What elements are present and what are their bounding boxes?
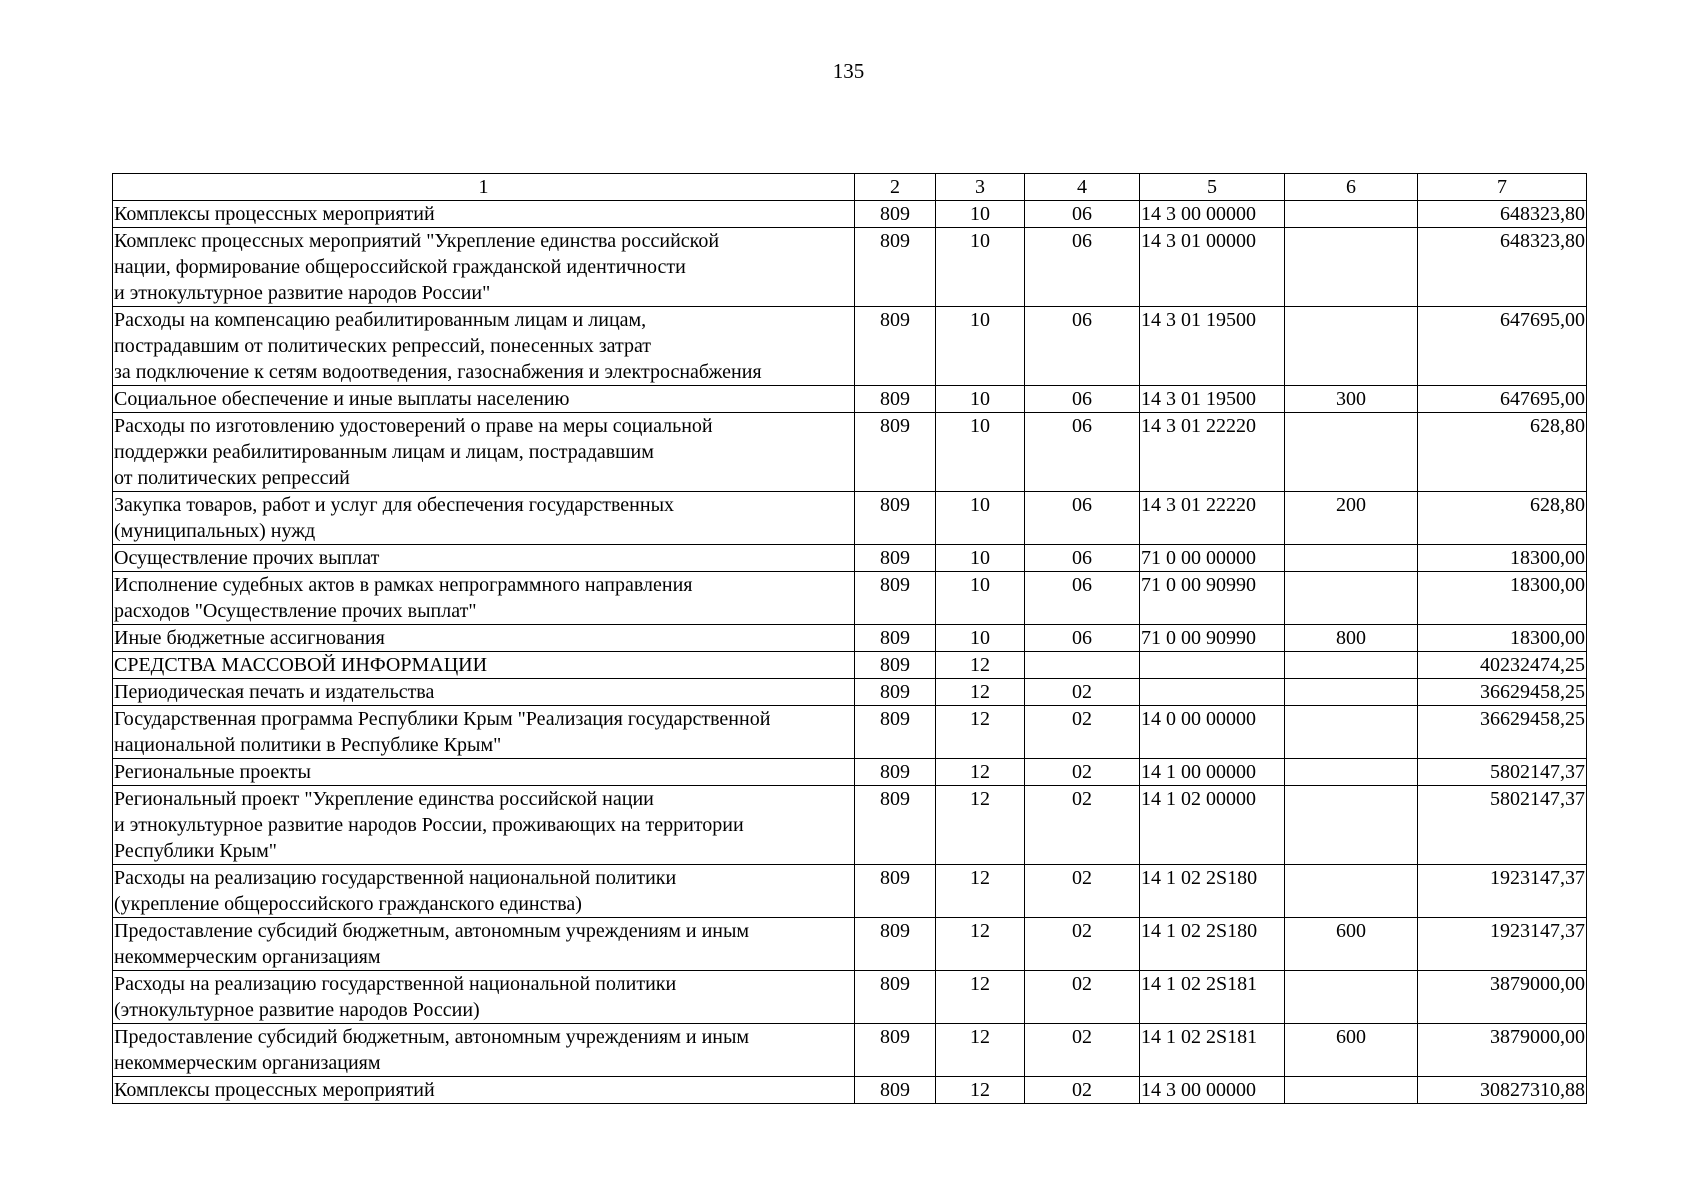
row-description: Комплексы процессных мероприятий xyxy=(113,1077,855,1104)
row-description: Комплекс процессных мероприятий "Укрепление единства российской нации, формирование общероссийской гражданской идентичности и этнокультурное развитие народов России" xyxy=(113,228,855,307)
amount: 647695,00 xyxy=(1418,386,1587,413)
target-article-code: 14 1 02 2S180 xyxy=(1140,865,1285,918)
table-header-row xyxy=(113,174,1587,201)
section-code: 10 xyxy=(936,413,1025,492)
target-article-code: 14 1 02 2S180 xyxy=(1140,918,1285,971)
table-row xyxy=(113,1077,1587,1104)
amount: 18300,00 xyxy=(1418,545,1587,572)
ministry-code: 809 xyxy=(855,706,936,759)
amount: 18300,00 xyxy=(1418,572,1587,625)
expense-type-code: 600 xyxy=(1285,918,1418,971)
section-code: 12 xyxy=(936,679,1025,706)
ministry-code: 809 xyxy=(855,971,936,1024)
expense-type-code xyxy=(1285,759,1418,786)
expense-type-code xyxy=(1285,786,1418,865)
row-description: Периодическая печать и издательства xyxy=(113,679,855,706)
ministry-code: 809 xyxy=(855,492,936,545)
target-article-code: 71 0 00 90990 xyxy=(1140,572,1285,625)
target-article-code: 14 3 01 00000 xyxy=(1140,228,1285,307)
row-description: Региональные проекты xyxy=(113,759,855,786)
subsection-code: 06 xyxy=(1025,228,1140,307)
table-row xyxy=(113,625,1587,652)
expense-type-code xyxy=(1285,545,1418,572)
section-code: 12 xyxy=(936,786,1025,865)
target-article-code: 71 0 00 00000 xyxy=(1140,545,1285,572)
target-article-code: 14 3 01 22220 xyxy=(1140,413,1285,492)
section-code: 10 xyxy=(936,572,1025,625)
subsection-code: 06 xyxy=(1025,413,1140,492)
table-row xyxy=(113,201,1587,228)
row-description: Комплексы процессных мероприятий xyxy=(113,201,855,228)
ministry-code: 809 xyxy=(855,625,936,652)
amount: 648323,80 xyxy=(1418,201,1587,228)
table-row xyxy=(113,918,1587,971)
section-code: 12 xyxy=(936,1024,1025,1077)
row-description: Закупка товаров, работ и услуг для обеспечения государственных (муниципальных) нужд xyxy=(113,492,855,545)
ministry-code: 809 xyxy=(855,759,936,786)
table-row xyxy=(113,759,1587,786)
expense-type-code xyxy=(1285,413,1418,492)
target-article-code: 14 1 00 00000 xyxy=(1140,759,1285,786)
ministry-code: 809 xyxy=(855,679,936,706)
expense-type-code xyxy=(1285,572,1418,625)
ministry-code: 809 xyxy=(855,545,936,572)
column-header: 7 xyxy=(1418,174,1587,201)
target-article-code: 14 1 02 00000 xyxy=(1140,786,1285,865)
row-description: Исполнение судебных актов в рамках непрограммного направления расходов "Осуществление прочих выплат" xyxy=(113,572,855,625)
section-code: 10 xyxy=(936,201,1025,228)
row-description: Региональный проект "Укрепление единства российской нации и этнокультурное развитие народов России, проживающих на территории Республики Крым" xyxy=(113,786,855,865)
subsection-code: 02 xyxy=(1025,679,1140,706)
column-header: 3 xyxy=(936,174,1025,201)
ministry-code: 809 xyxy=(855,572,936,625)
amount: 30827310,88 xyxy=(1418,1077,1587,1104)
expense-type-code: 300 xyxy=(1285,386,1418,413)
row-description: Расходы по изготовлению удостоверений о праве на меры социальной поддержки реабилитированным лицам и лицам, пострадавшим от политических репрессий xyxy=(113,413,855,492)
table-row xyxy=(113,1024,1587,1077)
table-row xyxy=(113,572,1587,625)
target-article-code: 14 1 02 2S181 xyxy=(1140,1024,1285,1077)
ministry-code: 809 xyxy=(855,228,936,307)
page-number: 135 xyxy=(832,59,865,83)
subsection-code: 06 xyxy=(1025,572,1140,625)
target-article-code: 14 3 01 19500 xyxy=(1140,386,1285,413)
table-row xyxy=(113,706,1587,759)
budget-table xyxy=(112,173,1587,1104)
target-article-code: 14 1 02 2S181 xyxy=(1140,971,1285,1024)
column-header: 1 xyxy=(113,174,855,201)
table-row xyxy=(113,545,1587,572)
section-code: 10 xyxy=(936,545,1025,572)
column-header: 2 xyxy=(855,174,936,201)
subsection-code: 06 xyxy=(1025,492,1140,545)
amount: 18300,00 xyxy=(1418,625,1587,652)
section-code: 10 xyxy=(936,625,1025,652)
subsection-code: 02 xyxy=(1025,786,1140,865)
target-article-code: 14 0 00 00000 xyxy=(1140,706,1285,759)
expense-type-code: 200 xyxy=(1285,492,1418,545)
expense-type-code xyxy=(1285,201,1418,228)
section-code: 12 xyxy=(936,652,1025,679)
subsection-code: 02 xyxy=(1025,971,1140,1024)
subsection-code: 02 xyxy=(1025,1077,1140,1104)
amount: 647695,00 xyxy=(1418,307,1587,386)
amount: 628,80 xyxy=(1418,492,1587,545)
row-description: Предоставление субсидий бюджетным, автономным учреждениям и иным некоммерческим организациям xyxy=(113,1024,855,1077)
table-body xyxy=(113,201,1587,1104)
amount: 36629458,25 xyxy=(1418,679,1587,706)
expense-type-code: 800 xyxy=(1285,625,1418,652)
row-description: Иные бюджетные ассигнования xyxy=(113,625,855,652)
expense-type-code xyxy=(1285,706,1418,759)
table-row xyxy=(113,865,1587,918)
row-description: Расходы на реализацию государственной национальной политики (этнокультурное развитие народов России) xyxy=(113,971,855,1024)
subsection-code: 06 xyxy=(1025,307,1140,386)
row-description: Расходы на компенсацию реабилитированным лицам и лицам, пострадавшим от политических репрессий, понесенных затрат за подключение к сетям водоотведения, газоснабжения и электроснабжения xyxy=(113,307,855,386)
section-code: 12 xyxy=(936,971,1025,1024)
target-article-code: 14 3 01 19500 xyxy=(1140,307,1285,386)
row-description: Социальное обеспечение и иные выплаты населению xyxy=(113,386,855,413)
amount: 3879000,00 xyxy=(1418,971,1587,1024)
column-header: 6 xyxy=(1285,174,1418,201)
amount: 648323,80 xyxy=(1418,228,1587,307)
amount: 3879000,00 xyxy=(1418,1024,1587,1077)
ministry-code: 809 xyxy=(855,652,936,679)
subsection-code xyxy=(1025,652,1140,679)
subsection-code: 02 xyxy=(1025,1024,1140,1077)
subsection-code: 02 xyxy=(1025,759,1140,786)
subsection-code: 06 xyxy=(1025,625,1140,652)
expense-type-code xyxy=(1285,679,1418,706)
expense-type-code: 600 xyxy=(1285,1024,1418,1077)
table-row xyxy=(113,413,1587,492)
row-description: Расходы на реализацию государственной национальной политики (укрепление общероссийского гражданского единства) xyxy=(113,865,855,918)
subsection-code: 06 xyxy=(1025,545,1140,572)
ministry-code: 809 xyxy=(855,786,936,865)
section-code: 12 xyxy=(936,1077,1025,1104)
section-code: 12 xyxy=(936,759,1025,786)
expense-type-code xyxy=(1285,307,1418,386)
row-description: СРЕДСТВА МАССОВОЙ ИНФОРМАЦИИ xyxy=(113,652,855,679)
subsection-code: 06 xyxy=(1025,386,1140,413)
column-header: 4 xyxy=(1025,174,1140,201)
section-code: 10 xyxy=(936,307,1025,386)
ministry-code: 809 xyxy=(855,307,936,386)
row-description: Осуществление прочих выплат xyxy=(113,545,855,572)
subsection-code: 02 xyxy=(1025,706,1140,759)
ministry-code: 809 xyxy=(855,386,936,413)
row-description: Государственная программа Республики Крым "Реализация государственной национальной политики в Республике Крым" xyxy=(113,706,855,759)
expense-type-code xyxy=(1285,1077,1418,1104)
table-row xyxy=(113,492,1587,545)
expense-type-code xyxy=(1285,228,1418,307)
amount: 36629458,25 xyxy=(1418,706,1587,759)
target-article-code xyxy=(1140,679,1285,706)
section-code: 10 xyxy=(936,492,1025,545)
ministry-code: 809 xyxy=(855,918,936,971)
section-code: 10 xyxy=(936,228,1025,307)
amount: 628,80 xyxy=(1418,413,1587,492)
amount: 5802147,37 xyxy=(1418,786,1587,865)
expense-type-code xyxy=(1285,652,1418,679)
column-header: 5 xyxy=(1140,174,1285,201)
amount: 1923147,37 xyxy=(1418,918,1587,971)
ministry-code: 809 xyxy=(855,1077,936,1104)
ministry-code: 809 xyxy=(855,1024,936,1077)
amount: 40232474,25 xyxy=(1418,652,1587,679)
table-row xyxy=(113,971,1587,1024)
table-row xyxy=(113,652,1587,679)
expense-type-code xyxy=(1285,865,1418,918)
expense-type-code xyxy=(1285,971,1418,1024)
table-row xyxy=(113,228,1587,307)
subsection-code: 02 xyxy=(1025,865,1140,918)
ministry-code: 809 xyxy=(855,865,936,918)
subsection-code: 02 xyxy=(1025,918,1140,971)
target-article-code: 14 3 00 00000 xyxy=(1140,201,1285,228)
section-code: 12 xyxy=(936,918,1025,971)
table-row xyxy=(113,386,1587,413)
target-article-code: 71 0 00 90990 xyxy=(1140,625,1285,652)
table-row xyxy=(113,307,1587,386)
target-article-code xyxy=(1140,652,1285,679)
target-article-code: 14 3 01 22220 xyxy=(1140,492,1285,545)
section-code: 12 xyxy=(936,865,1025,918)
section-code: 10 xyxy=(936,386,1025,413)
amount: 1923147,37 xyxy=(1418,865,1587,918)
ministry-code: 809 xyxy=(855,413,936,492)
table-row xyxy=(113,679,1587,706)
subsection-code: 06 xyxy=(1025,201,1140,228)
ministry-code: 809 xyxy=(855,201,936,228)
target-article-code: 14 3 00 00000 xyxy=(1140,1077,1285,1104)
section-code: 12 xyxy=(936,706,1025,759)
row-description: Предоставление субсидий бюджетным, автономным учреждениям и иным некоммерческим организациям xyxy=(113,918,855,971)
amount: 5802147,37 xyxy=(1418,759,1587,786)
table-row xyxy=(113,786,1587,865)
